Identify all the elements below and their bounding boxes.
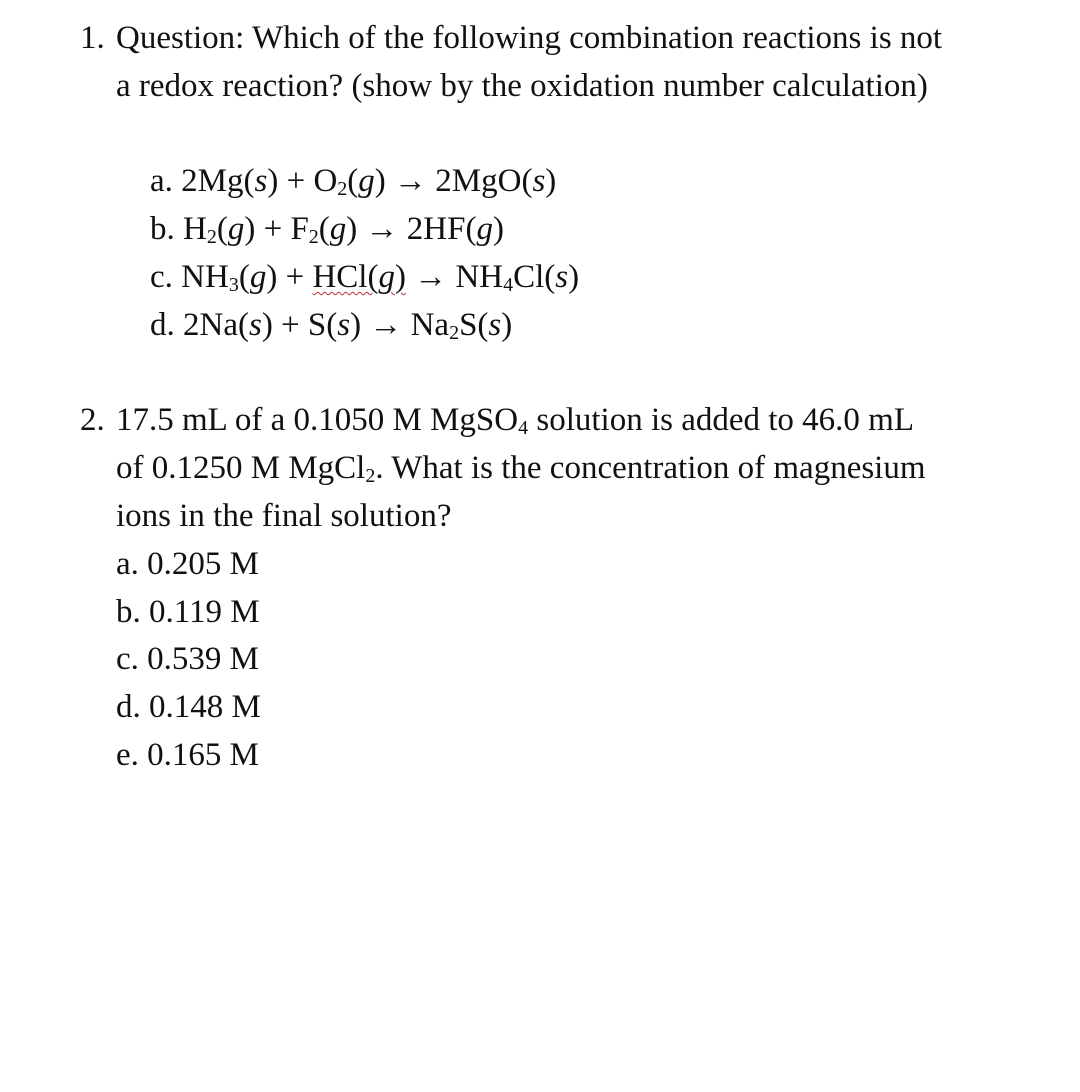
equation-part: ) [501, 307, 513, 343]
state-symbol: g [249, 259, 267, 295]
question-2-option-a: a. 0.205 M [116, 546, 259, 582]
state-symbol: s [337, 307, 351, 343]
state-symbol: g [329, 211, 347, 247]
option-letter: b. [150, 211, 175, 247]
state-symbol: s [555, 259, 569, 295]
equation-part: ) + [266, 259, 313, 295]
question-2-option-e: e. 0.165 M [116, 737, 259, 773]
subscript: 4 [503, 274, 514, 296]
equation-part: 2Na( [183, 307, 249, 343]
question-1-option-a [150, 161, 556, 201]
question-2-number: 2. [80, 402, 105, 438]
question-2-text: . What is the concentration of magnesium [375, 450, 926, 486]
equation-part: ) [545, 163, 557, 199]
equation-part: HCl( [312, 259, 379, 295]
state-symbol: s [532, 163, 546, 199]
question-2-line-1 [80, 400, 914, 440]
question-1-text-line-1: Question: Which of the following combination reactions is not [116, 20, 943, 56]
state-symbol: g [378, 259, 395, 295]
subscript: 4 [518, 417, 529, 439]
question-1-line-1 [80, 18, 942, 58]
equation-part: S( [459, 307, 489, 343]
equation-part: ) + F [244, 211, 309, 247]
equation-part: ) → Na [350, 307, 450, 343]
equation-part: H [183, 211, 207, 247]
question-1-option-c [150, 257, 579, 297]
subscript: 2 [449, 322, 460, 344]
equation-part: ( [238, 259, 250, 295]
equation-part: NH [181, 259, 229, 295]
equation-part: ) [492, 211, 504, 247]
state-symbol: g [358, 163, 375, 199]
equation-part: → NH [405, 259, 504, 295]
state-symbol: s [488, 307, 502, 343]
subscript: 2 [308, 226, 319, 248]
equation-part: ) + S( [261, 307, 338, 343]
question-2-line-3: ions in the final solution? [116, 498, 452, 534]
option-letter: c. [150, 259, 173, 295]
spellcheck-underlined-text [312, 259, 406, 295]
question-2-line-2 [116, 448, 926, 488]
equation-part: Cl( [513, 259, 556, 295]
equation-part: ( [347, 163, 359, 199]
equation-part: ( [318, 211, 330, 247]
state-symbol: s [254, 163, 268, 199]
subscript: 2 [365, 465, 376, 487]
question-2-text: of 0.1250 M MgCl [116, 450, 366, 486]
state-symbol: g [227, 211, 245, 247]
question-1-line-2: a redox reaction? (show by the oxidation number calculation) [116, 68, 928, 104]
question-1-option-d [150, 305, 512, 345]
question-2-text: solution is added to 46.0 mL [528, 402, 915, 438]
equation-part: ( [216, 211, 228, 247]
state-symbol: s [248, 307, 262, 343]
question-1-number: 1. [80, 20, 105, 56]
equation-part: ) → 2MgO( [374, 163, 533, 199]
equation-part: ) → 2HF( [346, 211, 477, 247]
question-2-text: 17.5 mL of a 0.1050 M MgSO [116, 402, 519, 438]
subscript: 3 [228, 274, 239, 296]
subscript: 2 [337, 178, 348, 200]
equation-part: ) + O [267, 163, 338, 199]
state-symbol: g [476, 211, 493, 247]
option-letter: a. [150, 163, 173, 199]
equation-part: ) [394, 259, 406, 295]
option-letter: d. [150, 307, 175, 343]
question-1-option-b [150, 209, 504, 249]
equation-part: ) [568, 259, 580, 295]
question-2-option-c: c. 0.539 M [116, 641, 259, 677]
question-2-option-d: d. 0.148 M [116, 689, 261, 725]
equation-part: 2Mg( [181, 163, 255, 199]
question-2-option-b: b. 0.119 M [116, 594, 260, 630]
subscript: 2 [206, 226, 217, 248]
